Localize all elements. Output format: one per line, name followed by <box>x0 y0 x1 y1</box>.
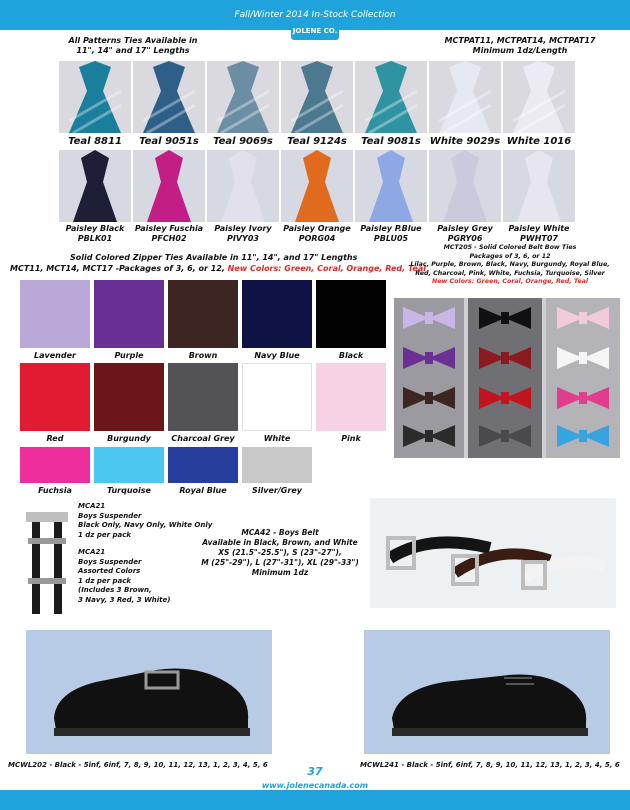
paisley-tie-photo <box>59 150 131 222</box>
pattern-tie-photo <box>429 61 501 133</box>
bow-tie-knot <box>579 312 587 324</box>
shoe-photo-mcwl241 <box>364 630 610 754</box>
bow-tie-knot <box>501 352 509 364</box>
website-url: www.jolenecanada.com <box>261 781 369 790</box>
pattern-tie-photo <box>133 61 205 133</box>
paisley-tie-name-line: Paisley Ivory <box>214 224 272 233</box>
paisley-tie-name-line: Paisley Grey <box>437 224 493 233</box>
bow-tie-knot <box>579 352 587 364</box>
paisley-tie-photo <box>429 150 501 222</box>
suspender-line: Black Only, Navy Only, White Only <box>78 521 213 529</box>
swatch-label: Purple <box>114 351 144 360</box>
paisley-tie-name <box>499 224 579 244</box>
page-title: Fall/Winter 2014 In-Stock Collection <box>234 10 396 20</box>
swatch-label: Brown <box>188 351 218 360</box>
swatch-label: White <box>263 434 291 443</box>
pattern-tie-photo <box>281 61 353 133</box>
paisley-tie-name-line: Paisley Orange <box>283 224 351 233</box>
color-swatch <box>168 447 238 483</box>
pattern-tie-name: White 9029s <box>429 136 501 147</box>
paisley-tie-photo <box>133 150 205 222</box>
bow-note-line: Lilac, Purple, Brown, Black, Navy, Burgundy, Royal Blue, <box>410 261 610 268</box>
paisley-tie-name-line: Paisley Black <box>65 224 125 233</box>
color-swatch <box>242 447 312 483</box>
bow-note-line: Packages of 3, 6, or 12 <box>469 252 551 260</box>
paisley-tie-sku: PWHT07 <box>520 234 558 243</box>
patterns-note-line: 11", 14" and 17" Lengths <box>76 46 190 55</box>
bow-note-new-colors: New Colors: Green, Coral, Orange, Red, Teal <box>431 278 589 285</box>
swatch-label: Black <box>338 351 364 360</box>
belt-description <box>185 528 375 578</box>
color-swatch <box>20 447 90 483</box>
shoe-caption-mcwl202: MCWL202 - Black - 5inf, 6inf, 7, 8, 9, 10, 11, 12, 13, 1, 2, 3, 4, 5, 6 <box>8 761 268 769</box>
color-swatch <box>242 280 312 348</box>
pattern-tie-photo <box>503 61 575 133</box>
solid-note-line: Solid Colored Zipper Ties Available in 11", 14", and 17" Lengths <box>70 253 358 262</box>
bow-note-line: MCT205 - Solid Colored Belt Bow Ties <box>443 244 577 251</box>
solid-note-new-colors: New Colors: Green, Coral, Orange, Red, Teal <box>227 264 426 273</box>
bow-tie-knot <box>425 352 433 364</box>
paisley-tie-sku: PBLU05 <box>373 234 409 243</box>
swatch-label: Fuchsia <box>38 486 72 495</box>
pattern-tie-photo <box>59 61 131 133</box>
swatch-label: Royal Blue <box>179 486 227 495</box>
paisley-tie-name-line: Paisley P.Blue <box>360 224 422 233</box>
paisley-tie-name <box>277 224 357 244</box>
paisley-tie-sku: PIVY03 <box>227 234 259 243</box>
belt-line: XS (21.5"-25.5"), S (23"-27"), <box>218 548 342 557</box>
suspender-line: MCA21 <box>78 502 106 510</box>
swatch-label: Turquoise <box>107 486 151 495</box>
pattern-tie-name: Teal 9081s <box>361 136 421 147</box>
swatch-label: Navy Blue <box>254 351 300 360</box>
suspender-line: 3 Navy, 3 Red, 3 White) <box>78 595 171 604</box>
pattern-tie-name: Teal 9069s <box>213 136 273 147</box>
pattern-tie-name: Teal 9124s <box>287 136 347 147</box>
paisley-tie-name-line: Paisley White <box>508 224 570 233</box>
solid-note-packages: MCT11, MCT14, MCT17 -Packages of 3, 6, or 12, <box>10 264 228 273</box>
suspender-line: Assorted Colors <box>78 567 141 575</box>
swatch-label: Burgundy <box>107 434 151 443</box>
paisley-tie-name <box>425 224 505 244</box>
color-swatch <box>242 363 312 431</box>
belt-line: Minimum 1dz <box>251 568 309 577</box>
brand-logo: JOLENE CO. <box>291 22 339 40</box>
suspender-line: (Includes 3 Brown, <box>78 586 152 594</box>
suspender-line: 1 dz per pack <box>78 576 132 585</box>
swatch-label: Charcoal Grey <box>171 434 235 443</box>
color-swatch <box>94 447 164 483</box>
paisley-tie-sku: PBLK01 <box>77 234 113 243</box>
bow-tie-knot <box>501 392 509 404</box>
color-swatch <box>168 363 238 431</box>
bow-tie-knot <box>579 430 587 442</box>
color-swatch <box>20 280 90 348</box>
color-swatch <box>94 280 164 348</box>
suspender-line: Boys Suspender <box>78 557 142 566</box>
pattern-tie-name: Teal 8811 <box>68 136 122 147</box>
patterns-sku-line: MCTPAT11, MCTPAT14, MCTPAT17 <box>444 36 596 45</box>
paisley-tie-photo <box>281 150 353 222</box>
belts-photo <box>370 498 616 608</box>
suspender-photo <box>22 508 72 620</box>
paisley-tie-sku: PORG04 <box>298 234 336 243</box>
page-number: 37 <box>307 765 323 778</box>
paisley-tie-photo <box>503 150 575 222</box>
belt-line: MCA42 - Boys Belt <box>241 528 319 537</box>
belt-line: Available in Black, Brown, and White <box>202 538 358 547</box>
bow-tie-knot <box>579 392 587 404</box>
footer-bar <box>0 790 630 810</box>
shoe-photo-mcwl202 <box>26 630 272 754</box>
swatch-label: Red <box>46 434 64 443</box>
suspender-line: 1 dz per pack <box>78 530 132 539</box>
paisley-tie-photo <box>207 150 279 222</box>
bow-tie-knot <box>425 392 433 404</box>
pattern-tie-name: Teal 9051s <box>139 136 199 147</box>
shoe-caption-mcwl241: MCWL241 - Black - 5inf, 6inf, 7, 8, 9, 10, 11, 12, 13, 1, 2, 3, 4, 5, 6 <box>360 761 620 769</box>
bow-tie-note <box>395 244 625 287</box>
color-swatch <box>316 280 386 348</box>
bow-tie-knot <box>425 312 433 324</box>
paisley-tie-name-line: Paisley Fuschia <box>134 224 204 233</box>
color-swatch <box>20 363 90 431</box>
paisley-tie-name <box>203 224 283 244</box>
pattern-tie-name: White 1016 <box>506 136 572 147</box>
patterns-lengths-note <box>58 36 208 56</box>
patterns-sku-line: Minimum 1dz/Length <box>472 46 568 55</box>
paisley-tie-name <box>351 224 431 244</box>
paisley-tie-name <box>55 224 135 244</box>
belt-line: M (25"-29"), L (27"-31"), XL (29"-33") <box>201 558 359 567</box>
color-swatch <box>94 363 164 431</box>
bow-note-line: Red, Charcoal, Pink, White, Fuchsia, Turquoise, Silver <box>415 269 605 277</box>
bow-ties-photo <box>394 298 620 458</box>
bow-tie-knot <box>501 430 509 442</box>
bow-tie-knot <box>425 430 433 442</box>
suspender-line: Boys Suspender <box>78 511 142 520</box>
paisley-tie-sku: PGRY06 <box>447 234 483 243</box>
paisley-tie-photo <box>355 150 427 222</box>
patterns-sku-note <box>420 36 620 56</box>
swatch-label: Lavender <box>34 351 76 360</box>
swatch-label: Pink <box>341 434 361 443</box>
paisley-tie-name <box>129 224 209 244</box>
color-swatch <box>316 363 386 431</box>
swatch-label: Silver/Grey <box>252 486 302 495</box>
bow-tie-knot <box>501 312 509 324</box>
pattern-tie-photo <box>355 61 427 133</box>
color-swatch <box>168 280 238 348</box>
pattern-tie-photo <box>207 61 279 133</box>
paisley-tie-sku: PFCH02 <box>151 234 187 243</box>
suspender-line: MCA21 <box>78 548 106 556</box>
patterns-note-line: All Patterns Ties Available in <box>68 36 198 45</box>
